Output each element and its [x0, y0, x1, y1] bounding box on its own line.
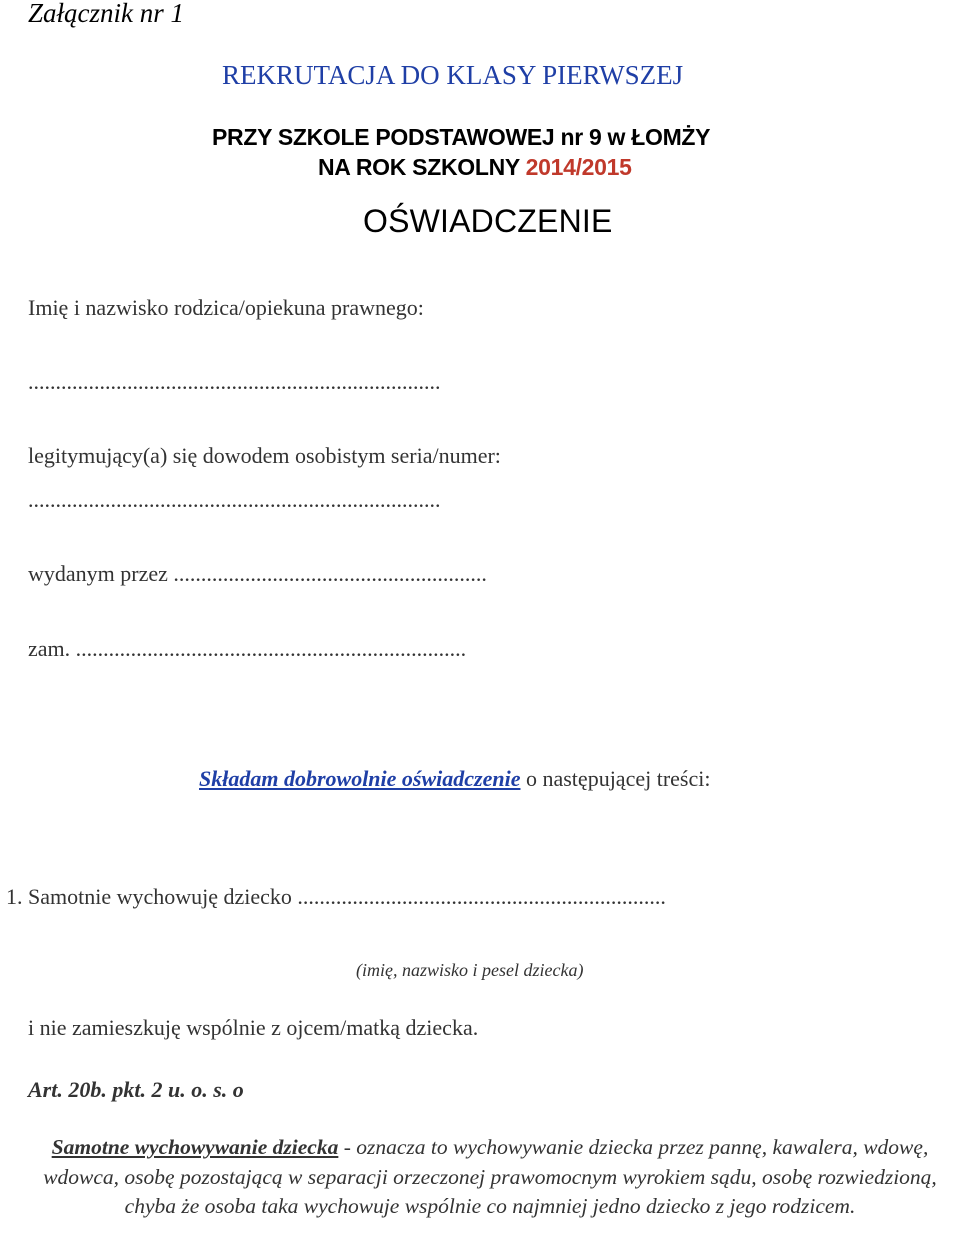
declaration-statement-rest: o następującej treści: [520, 766, 711, 791]
declaration-link[interactable]: Składam dobrowolnie oświadczenie [199, 766, 521, 791]
id-document-field: ........................................................................... [28, 487, 441, 512]
child-data-hint: (imię, nazwisko i pesel dziecka) [356, 960, 584, 980]
school-year-value: 2014/2015 [525, 154, 632, 180]
address-field: zam. ....................................................................... [28, 636, 467, 661]
declaration-heading: OŚWIADCZENIE [363, 203, 613, 239]
issued-by-field: wydanym przez ......................................................... [28, 561, 487, 586]
legal-definition [20, 1133, 960, 1222]
declaration-statement [199, 766, 710, 792]
school-name: PRZY SZKOLE PODSTAWOWEJ nr 9 w ŁOMŻY [212, 124, 711, 150]
definition-term: Samotne wychowywanie dziecka [51, 1135, 339, 1159]
attachment-label: Załącznik nr 1 [28, 0, 185, 28]
item-1-single-parent: 1. Samotnie wychowuję dziecko ................................................................... [6, 884, 666, 909]
parent-name-field: ........................................................................... [28, 369, 441, 394]
legal-article-reference: Art. 20b. pkt. 2 u. o. s. o [28, 1077, 244, 1102]
definition-text: - oznacza to wychowywanie dziecka przez pannę, kawalera, wdowę, wdowca, osobę pozostającą w separacji orzeczonej prawomocnym wyrokiem sądu, osobę rozwiedzioną, chyba że osoba taka wychowuje wspólnie co najmniej jedno dziecko z jego rodzicem. [43, 1135, 937, 1218]
school-year-prefix: NA ROK SZKOLNY [318, 154, 526, 180]
school-year-line [318, 154, 632, 181]
id-document-label: legitymujący(a) się dowodem osobistym seria/numer: [28, 443, 501, 468]
not-living-together-text: i nie zamieszkuję wspólnie z ojcem/matką dziecka. [28, 1015, 479, 1040]
page-title: REKRUTACJA DO KLASY PIERWSZEJ [222, 60, 684, 90]
parent-name-label: Imię i nazwisko rodzica/opiekuna prawnego: [28, 295, 424, 320]
